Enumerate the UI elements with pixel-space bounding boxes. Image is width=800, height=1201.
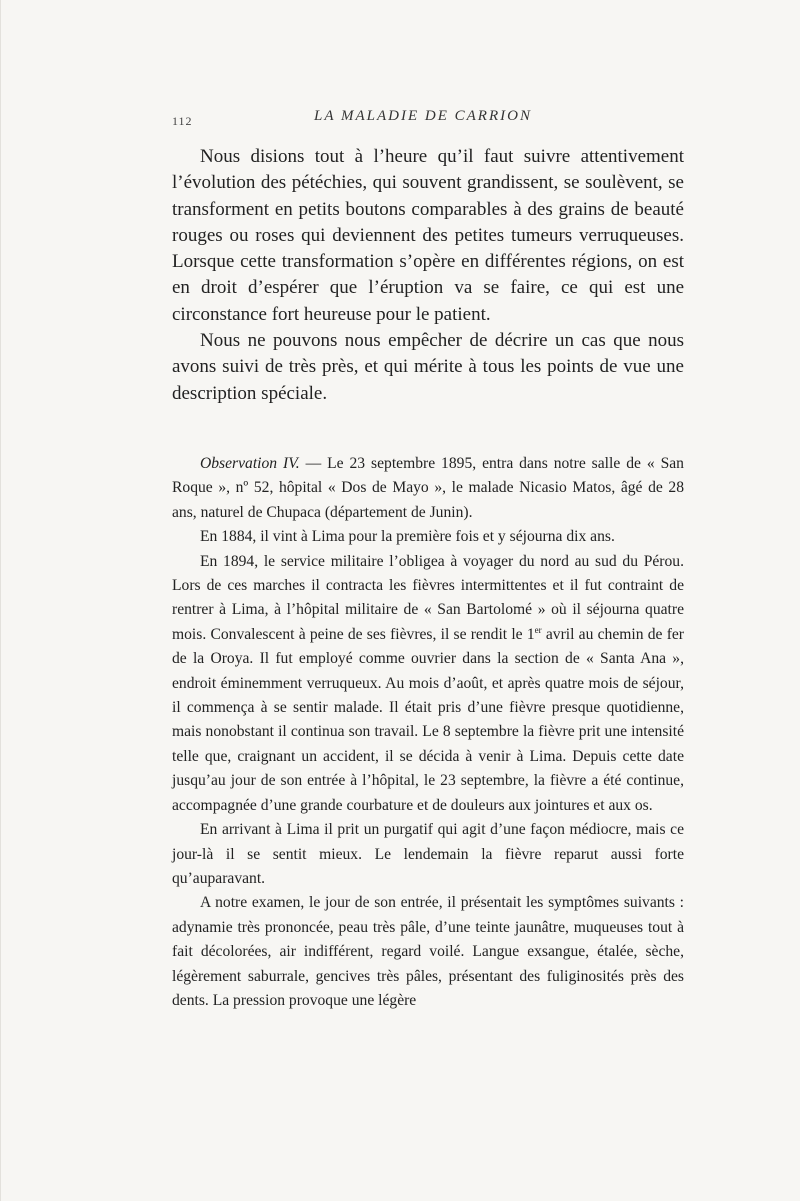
observation-text-block (172, 452, 684, 1013)
paragraph-1894 (172, 550, 684, 818)
paragraph-observation (172, 452, 684, 525)
paragraph-examen: A notre examen, le jour de son entrée, il présentait les symptômes suivants : adynamie très prononcée, peau très pâle, d’une teinte jaunâtre, muqueuses tout à fait décolorées, air indifférent, regard voilé. Langue exsangue, étalée, sèche, légèrement saburrale, gencives très pâles, présentant des fuliginosités près des dents. La pression provoque une légère (172, 894, 684, 1009)
paragraph-purgatif: En arrivant à Lima il prit un purgatif qui agit d’une façon médiocre, mais ce jour-là il se sentit mieux. Le lendemain la fièvre reparut aussi forte qu’auparavant. (172, 821, 684, 887)
ordinal-superscript: er (534, 624, 542, 635)
paragraph-1884: En 1884, il vint à Lima pour la première fois et y séjourna dix ans. (200, 528, 615, 546)
observation-text: — Le 23 septembre 1895, entra dans notre salle de « San Roque », nº 52, hôpital « Dos de Mayo », le malade Nicasio Matos, âgé de 28 ans, naturel de Chupaca (département de Junin). (172, 455, 684, 521)
running-title: LA MALADIE DE CARRION (314, 108, 532, 124)
paragraph-cas-special: Nous ne pouvons nous empêcher de décrire un cas que nous avons suivi de très près, et qui mérite à tous les points de vue une description spéciale. (172, 330, 684, 404)
paragraph-1894-part1: En 1894, le service militaire l’obligea à voyager du nord au sud du Pérou. Lors de ces marches il contracta les fièvres intermittentes et il fut contraint de rentrer à Lima, à l’hôpital militaire de « San Bartolomé » où il séjourna quatre mois. Convalescent à peine de ses fièvres, il se rendit le 1 (172, 552, 684, 643)
intro-text-block (172, 144, 684, 407)
observation-label: Observation IV. (200, 455, 300, 472)
page-number: 112 (172, 114, 193, 128)
page-header (172, 108, 688, 132)
paragraph-petechies: Nous disions tout à l’heure qu’il faut suivre attentivement l’évolution des pétéchies, qui souvent grandissent, se soulèvent, se transforment en petits boutons comparables à des grains de beauté rouges ou roses qui deviennent des petites tumeurs verruqueuses. Lorsque cette transformation s’opère en différentes régions, on est en droit d’espérer que l’éruption va se faire, ce qui est une circonstance fort heureuse pour le patient. (172, 146, 684, 325)
paragraph-1894-part2: avril au chemin de fer de la Oroya. Il fut employé comme ouvrier dans la section de « Santa Ana », endroit éminemment verruqueux. Au mois d’août, et après quatre mois de séjour, il commença à se sentir malade. Il était pris d’une fièvre presque quotidienne, mais nonobstant il continua son travail. Le 8 septembre la fièvre prit une intensité telle que, craignant un accident, il se décida à venir à Lima. Depuis cette date jusqu’au jour de son entrée à l’hôpital, le 23 septembre, la fièvre a été continue, accompagnée d’une grande courbature et de douleurs aux jointures et aux os. (172, 625, 685, 814)
